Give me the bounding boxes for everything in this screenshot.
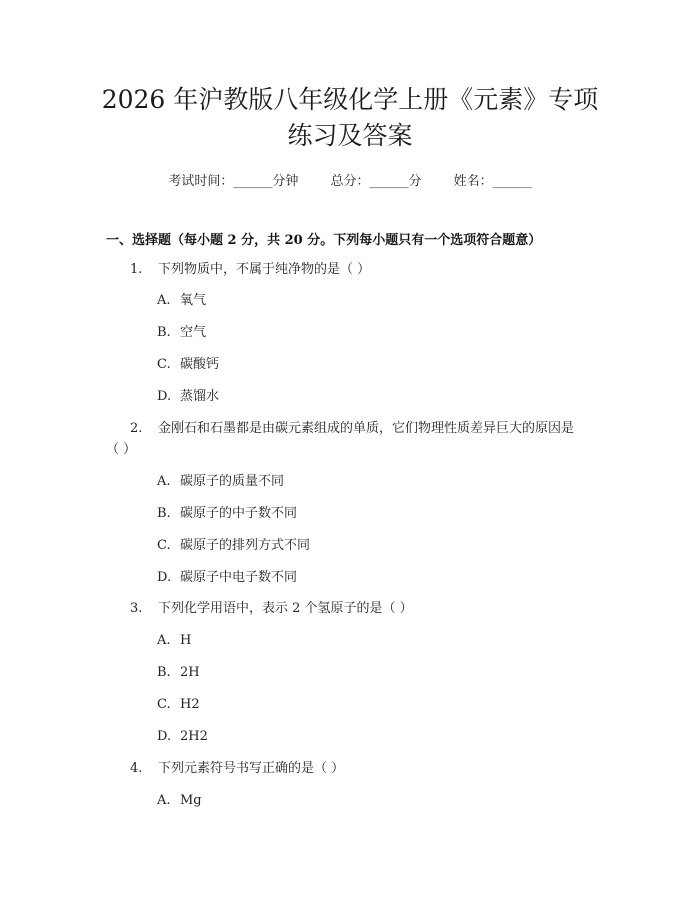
question-number: 3. [130, 601, 143, 616]
document-title-line-1: 2026 年沪教版八年级化学上册《元素》专项 [101, 85, 599, 114]
question-text: 下列物质中，不属于纯净物的是（ ） [158, 262, 371, 277]
option-text: 氧气 [180, 293, 207, 308]
option-text: 碳原子中电子数不同 [180, 570, 298, 585]
option-2a [157, 472, 284, 492]
option-text: 蒸馏水 [180, 389, 220, 404]
option-3d [157, 727, 208, 747]
exam-info-row [0, 170, 700, 189]
option-letter: B. [157, 506, 171, 521]
option-text: H [180, 633, 192, 648]
option-letter: C. [157, 538, 171, 553]
option-text: H2 [180, 697, 200, 712]
section-heading: 一、选择题（每小题 2 分，共 20 分。下列每小题只有一个选项符合题意） [106, 233, 542, 248]
option-letter: B. [157, 325, 171, 340]
option-2b [157, 504, 297, 524]
option-text: Mg [180, 793, 202, 808]
option-letter: C. [157, 357, 171, 372]
option-letter: D. [157, 389, 172, 404]
option-letter: A. [157, 793, 171, 808]
question-text: 下列元素符号书写正确的是（ ） [158, 761, 345, 776]
document-title-line-2: 练习及答案 [287, 121, 413, 150]
option-3b [157, 663, 200, 683]
total-score-field: 总分：______分 [330, 174, 422, 189]
option-letter: C. [157, 697, 171, 712]
exam-time-field: 考试时间：______分钟 [168, 174, 299, 189]
option-3a [157, 631, 191, 651]
option-1b [157, 323, 206, 343]
question-4 [130, 759, 344, 779]
option-1a [157, 291, 206, 311]
option-letter: D. [157, 570, 172, 585]
option-3c [157, 695, 200, 715]
option-text: 碳原子的中子数不同 [180, 506, 298, 521]
question-2-continuation: （ ） [106, 442, 137, 457]
option-1d [157, 387, 219, 407]
question-1 [130, 260, 370, 280]
option-letter: A. [157, 474, 171, 489]
question-text: 金刚石和石墨都是由碳元素组成的单质，它们物理性质差异巨大的原因是 [158, 421, 575, 436]
question-number: 1. [130, 262, 143, 277]
option-text: 空气 [180, 325, 207, 340]
student-name-field: 姓名：______ [453, 174, 532, 189]
option-text: 碳原子的质量不同 [180, 474, 285, 489]
option-letter: B. [157, 665, 171, 680]
option-text: 2H [180, 665, 200, 680]
question-3 [130, 599, 413, 619]
option-1c [157, 355, 219, 375]
option-letter: A. [157, 633, 171, 648]
option-letter: A. [157, 293, 171, 308]
option-text: 2H2 [180, 729, 208, 744]
option-2d [157, 568, 297, 588]
option-2c [157, 536, 310, 556]
option-text: 碳酸钙 [180, 357, 220, 372]
option-letter: D. [157, 729, 172, 744]
question-number: 2. [130, 421, 143, 436]
option-4a [157, 791, 202, 811]
question-text: 下列化学用语中，表示 2 个氢原子的是（ ） [158, 601, 413, 616]
question-number: 4. [130, 761, 143, 776]
option-text: 碳原子的排列方式不同 [180, 538, 311, 553]
question-2 [130, 419, 574, 439]
